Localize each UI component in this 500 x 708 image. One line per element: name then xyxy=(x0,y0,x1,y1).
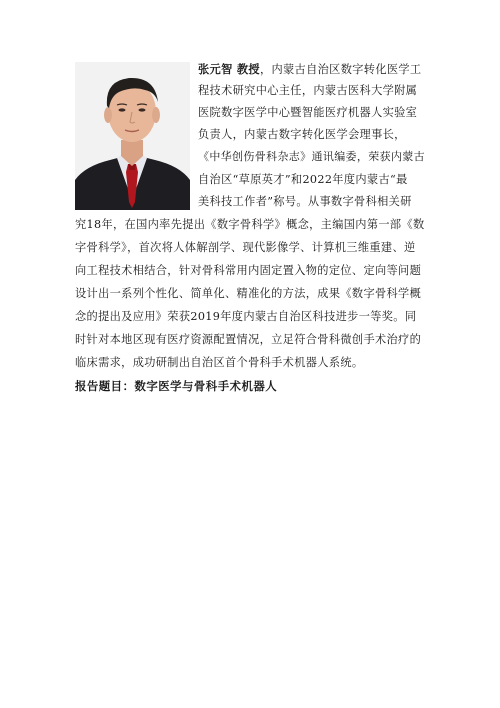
bio-line-2: 程技术研究中心主任，内蒙古医科大学附属 xyxy=(198,84,418,97)
bio-line-4: 负责人，内蒙古数字转化医学会理事长， xyxy=(198,128,406,141)
bio-line-3: 医院数字医学中心暨智能医疗机器人实验室 xyxy=(198,106,418,119)
bio-line-6: 自治区“草原英才”和2022年度内蒙古“最 xyxy=(198,173,408,186)
person-name: 张元智 教授 xyxy=(198,62,260,76)
portrait-illustration xyxy=(75,62,190,210)
bio-line-14: 临床需求，成功研制出自治区首个骨科手术机器人系统。 xyxy=(75,356,364,369)
report-title: 报告题目：数字医学与骨科手术机器人 xyxy=(75,379,278,393)
bio-line-13: 时针对本地区现有医疗资源配置情况，立足符合骨科微创手术治疗的 xyxy=(75,333,422,346)
bio-line-1 xyxy=(198,62,421,77)
bio-text: ，内蒙古自治区数字转化医学工 xyxy=(259,63,422,76)
bio-line-7: 美科技工作者”称号。从事数字骨科相关研 xyxy=(198,195,412,208)
bio-line-5: 《中华创伤骨科杂志》通讯编委，荣获内蒙古 xyxy=(198,150,425,163)
bio-line-8: 究18年，在国内率先提出《数字骨科学》概念，主编国内第一部《数 xyxy=(75,218,425,231)
bio-line-9: 字骨科学》，首次将人体解剖学、现代影像学、计算机三维重建、逆 xyxy=(75,241,416,254)
portrait-photo xyxy=(75,62,190,210)
bio-line-12: 念的提出及应用》荣获2019年度内蒙古自治区科技进步一等奖。同 xyxy=(75,310,417,323)
bio-line-11: 设计出一系列个性化、简单化、精准化的方法，成果《数字骨科学概 xyxy=(75,287,422,300)
bio-line-10: 向工程技术相结合，针对骨科常用内固定置入物的定位、定向等问题 xyxy=(75,264,422,277)
